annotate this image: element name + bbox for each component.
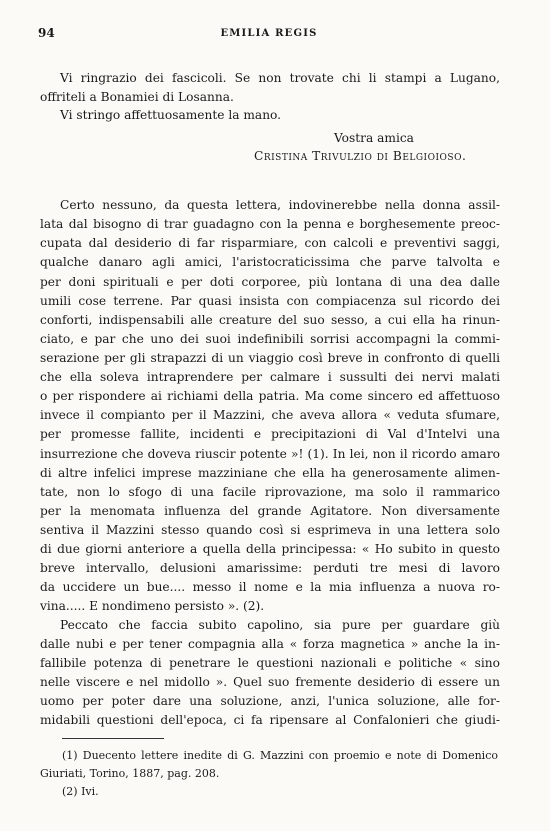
body-line: midabili questioni dell'epoca, ci fa ripensare al Confalonieri che giudi- [40, 713, 500, 727]
body-line: uomo per poter dare una soluzione, anzi, l'unica soluzione, alle for- [40, 694, 500, 708]
closing-salutation: Vostra amica [334, 131, 414, 145]
closing-signature: Cristina Trivulzio di Belgioioso. [254, 149, 467, 163]
body-line: sentiva il Mazzini stesso quando così si esprimeva in una lettera solo [40, 523, 500, 537]
body-line: serazione per gli strapazzi di un viaggio così breve in confronto di quelli [40, 351, 500, 365]
body-line: o per rispondere ai richiami della patria. Ma come sincero ed affettuoso [40, 389, 500, 403]
footnote-separator [62, 738, 164, 739]
body-line: conforti, indispensabili alle creature del suo sesso, a cui ella ha rinun- [40, 313, 500, 327]
body-line: dalle nubi e per tener compagnia alla « forza magnetica » anche la in- [40, 637, 500, 651]
letter-line: Vi ringrazio dei fascicoli. Se non trovate chi li stampi a Lugano, [60, 71, 500, 85]
body-line: per la menomata influenza del grande Agitatore. Non diversamente [40, 504, 500, 518]
letter-line: offriteli a Bonamiei di Losanna. [40, 90, 234, 104]
page-header [38, 26, 500, 42]
body-line: nelle viscere e nel midollo ». Quel suo fremente desiderio di essere un [40, 675, 500, 689]
body-line: tate, non lo sfogo di una facile riprovazione, ma solo il rammarico [40, 485, 500, 499]
body-line: breve intervallo, delusioni amarissime: perduti tre mesi di lavoro [40, 561, 500, 575]
body-line: di due giorni anteriore a quella della principessa: « Ho subito in questo [40, 542, 500, 556]
page-number: 94 [38, 26, 55, 40]
body-line: di altre infelici imprese mazziniane che ella ha generosamente alimen- [40, 466, 500, 480]
footnote-1-continued: Giuriati, Torino, 1887, pag. 208. [40, 767, 220, 780]
body-line: Peccato che faccia subito capolino, sia pure per guardare giù [60, 618, 500, 632]
body-line: ciato, e par che uno dei suoi indefinibili sorrisi accompagni la commi- [40, 332, 500, 346]
body-line: per doni spirituali e per doti corporee, più lontana di una dea dalle [40, 275, 500, 289]
body-line: fallibile potenza di penetrare le questioni nazionali e politiche « sino [40, 656, 500, 670]
body-line: insurrezione che doveva riuscir potente »! (1). In lei, non il ricordo amaro [40, 447, 500, 461]
body-line: umili cose terrene. Par quasi insista con compiacenza sul ricordo dei [40, 294, 500, 308]
body-line: lata dal bisogno di trar guadagno con la penna e borghesemente preoc- [40, 217, 500, 231]
body-line: da uccidere un bue.... messo il nome e la mia influenza a nuova ro- [40, 580, 500, 594]
body-line: per promesse fallite, incidenti e precipitazioni di Val d'Intelvi una [40, 427, 500, 441]
footnote-2: (2) Ivi. [62, 785, 99, 798]
body-line: che ella soleva intraprendere per calmare i sussulti dei nervi malati [40, 370, 500, 384]
body-line: qualche danaro agli amici, l'aristocraticissima che parve talvolta e [40, 255, 500, 269]
body-line: Certo nessuno, da questa lettera, indovinerebbe nella donna assil- [60, 198, 500, 212]
footnote-1: (1) Duecento lettere inedite di G. Mazzini con proemio e note di Domenico [62, 749, 498, 762]
body-line: invece il compianto per il Mazzini, che aveva allora « veduta sfumare, [40, 408, 500, 422]
body-line: cupata dal desiderio di far risparmiare, con calcoli e preventivi saggi, [40, 236, 500, 250]
running-title: EMILIA REGIS [220, 28, 318, 39]
letter-line: Vi stringo affettuosamente la mano. [60, 108, 282, 122]
body-line: vina..... E nondimeno persisto ». (2). [40, 599, 265, 613]
